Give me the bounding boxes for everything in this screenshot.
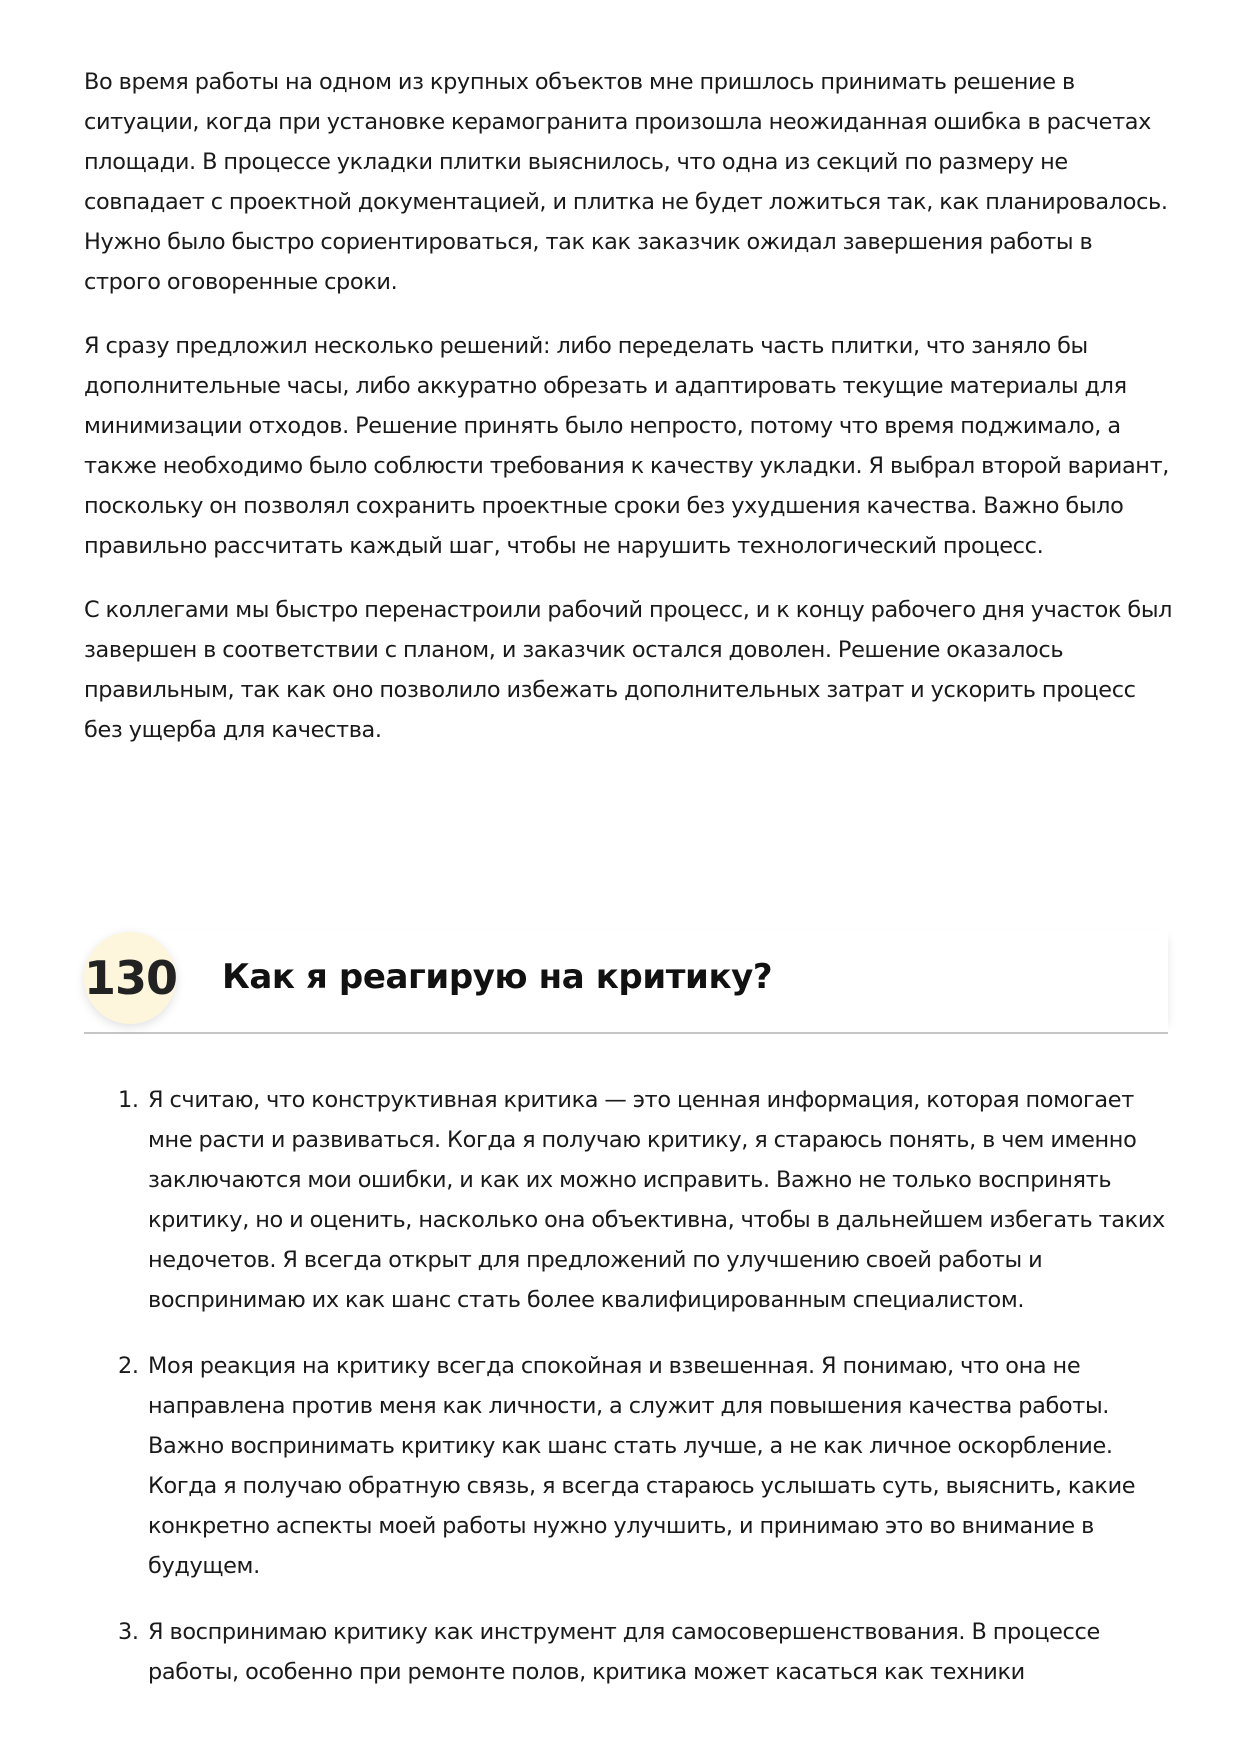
answer-item-3: [84, 1612, 1174, 1692]
answer-text: Я считаю, что конструктивная критика — это ценная информация, которая помогает мне расти и развиваться. Когда я получаю критику, я стараюсь понять, в чем именно заключаются мои ошибки, и как их можно исправить. Важно не только воспринять критику, но и оценить, насколько она объективна, чтобы в дальнейшем избегать таких недочетов. Я всегда открыт для предложений по улучшению своей работы и воспринимаю их как шанс стать более квалифицированным специалистом.: [148, 1087, 1165, 1313]
answer-item-2: [84, 1346, 1174, 1586]
intro-text: [84, 62, 1174, 774]
answer-number: 1.: [118, 1087, 139, 1113]
answer-number: 2.: [118, 1353, 139, 1379]
question-number-badge: 130: [84, 932, 176, 1024]
answer-text: Моя реакция на критику всегда спокойная и взвешенная. Я понимаю, что она не направлена против меня как личности, а служит для повышения качества работы. Важно воспринимать критику как шанс стать лучше, а не как личное оскорбление. Когда я получаю обратную связь, я всегда стараюсь услышать суть, выяснить, какие конкретно аспекты моей работы нужно улучшить, и принимаю это во внимание в будущем.: [148, 1353, 1136, 1579]
intro-paragraph-1: Во время работы на одном из крупных объектов мне пришлось принимать решение в ситуации, когда при установке керамогранита произошла неожиданная ошибка в расчетах площади. В процессе укладки плитки выяснилось, что одна из секций по размеру не совпадает с проектной документацией, и плитка не будет ложиться так, как планировалось. Нужно было быстро сориентироваться, так как заказчик ожидал завершения работы в строго оговоренные сроки.: [84, 69, 1168, 295]
answer-list: [84, 1080, 1174, 1718]
intro-paragraph-3: С коллегами мы быстро перенастроили рабочий процесс, и к концу рабочего дня участок был завершен в соответствии с планом, и заказчик остался доволен. Решение оказалось правильным, так как оно позволило избежать дополнительных затрат и ускорить процесс без ущерба для качества.: [84, 597, 1173, 743]
intro-paragraph-2: Я сразу предложил несколько решений: либо переделать часть плитки, что заняло бы дополнительные часы, либо аккуратно обрезать и адаптировать текущие материалы для минимизации отходов. Решение принять было непросто, потому что время поджимало, а также необходимо было соблюсти требования к качеству укладки. Я выбрал второй вариант, поскольку он позволял сохранить проектные сроки без ухудшения качества. Важно было правильно рассчитать каждый шаг, чтобы не нарушить технологический процесс.: [84, 333, 1170, 559]
answer-text: Я воспринимаю критику как инструмент для самосовершенствования. В процессе работы, особенно при ремонте полов, критика может касаться как техники: [148, 1619, 1100, 1685]
question-header: [84, 930, 1168, 1034]
answer-item-1: [84, 1080, 1174, 1320]
answer-number: 3.: [118, 1619, 139, 1645]
question-title: Как я реагирую на критику?: [222, 957, 773, 997]
